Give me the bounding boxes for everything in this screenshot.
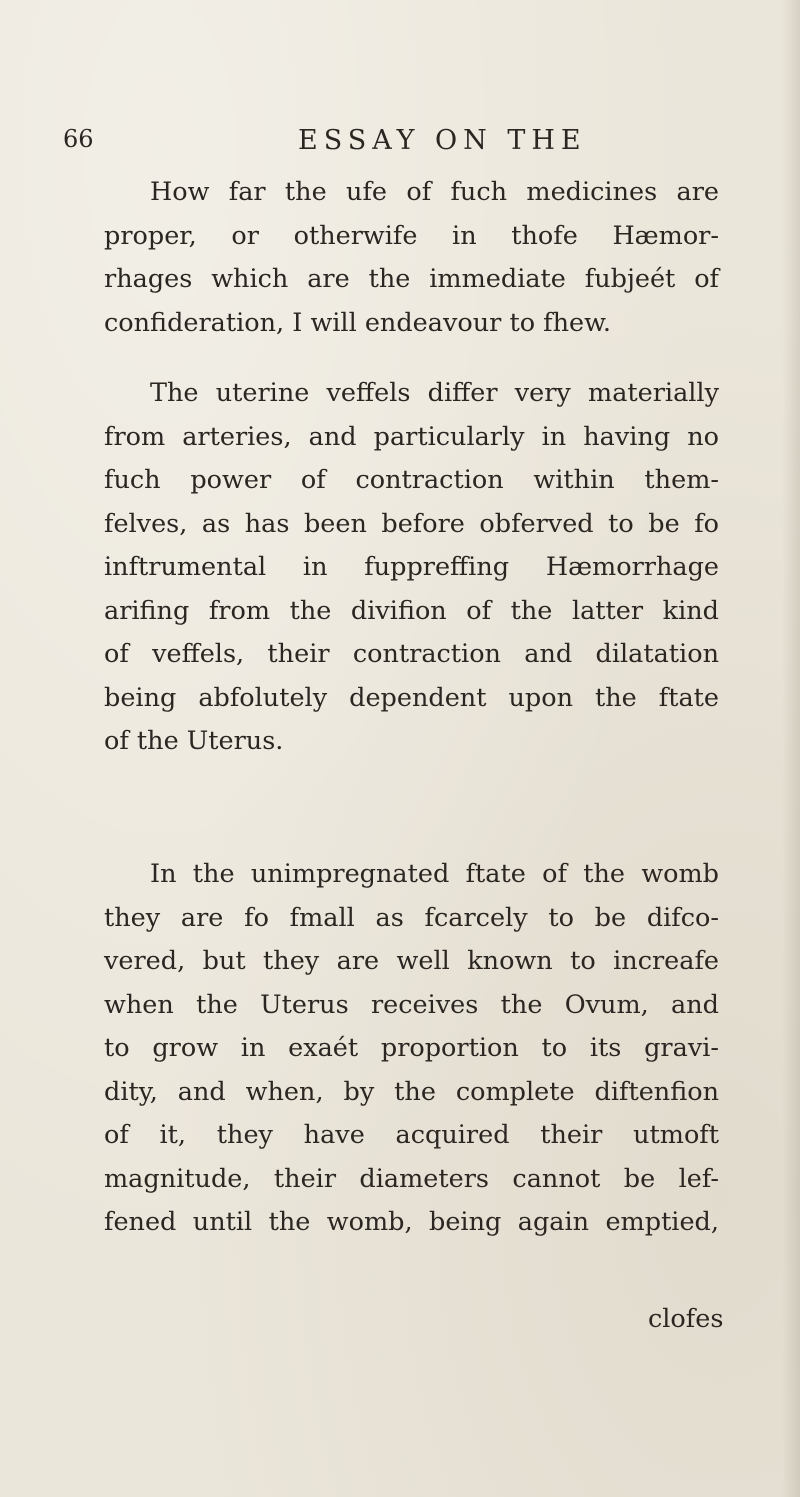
text-line: vered, but they are well known to increafe	[104, 946, 719, 976]
text-line: of it, they have acquired their utmoft	[104, 1120, 719, 1150]
text-line: proper, or otherwife in thofe Hæmor-	[104, 220, 719, 251]
text-line: arifing from the divifion of the latter kind	[104, 595, 719, 626]
text-line: fuch power of contraction within them-	[104, 465, 719, 495]
text-line: rhages which are the immediate fubjeét of	[104, 264, 719, 294]
text-line: The uterine veffels differ very materially	[150, 378, 719, 408]
text-line: dity, and when, by the complete diftenfion	[104, 1076, 719, 1107]
text-line: magnitude, their diameters cannot be lef-	[104, 1163, 719, 1194]
paragraph-3	[104, 853, 719, 1245]
text-line: In the unimpregnated ftate of the womb	[150, 859, 719, 889]
text-line: felves, as has been before obferved to be fo	[104, 508, 719, 539]
text-line: they are fo fmall as fcarcely to be difco-	[104, 902, 719, 933]
text-line: inftrumental in fuppreffing Hæmorrhage	[104, 552, 719, 582]
running-head	[0, 125, 800, 165]
text-line: from arteries, and particularly in having no	[104, 421, 719, 452]
text-line: to grow in exaét proportion to its gravi-	[104, 1033, 719, 1063]
text-line: of the Uterus.	[104, 726, 284, 756]
catchword: clofes	[648, 1304, 724, 1334]
running-head-title: ESSAY ON THE	[298, 125, 587, 156]
text-line: when the Uterus receives the Ovum, and	[104, 989, 719, 1020]
text-line: of veffels, their contraction and dilatation	[104, 639, 719, 669]
text-line: How far the ufe of fuch medicines are	[150, 177, 719, 207]
text-line: being abfolutely dependent upon the ftate	[104, 682, 719, 713]
page-number: 66	[63, 125, 94, 153]
paragraph-2	[104, 372, 719, 764]
text-line: confideration, I will endeavour to fhew.	[104, 307, 612, 338]
text-line: fened until the womb, being again emptied,	[104, 1207, 719, 1237]
paragraph-1	[104, 171, 719, 345]
page-edge-shadow	[782, 0, 800, 1497]
